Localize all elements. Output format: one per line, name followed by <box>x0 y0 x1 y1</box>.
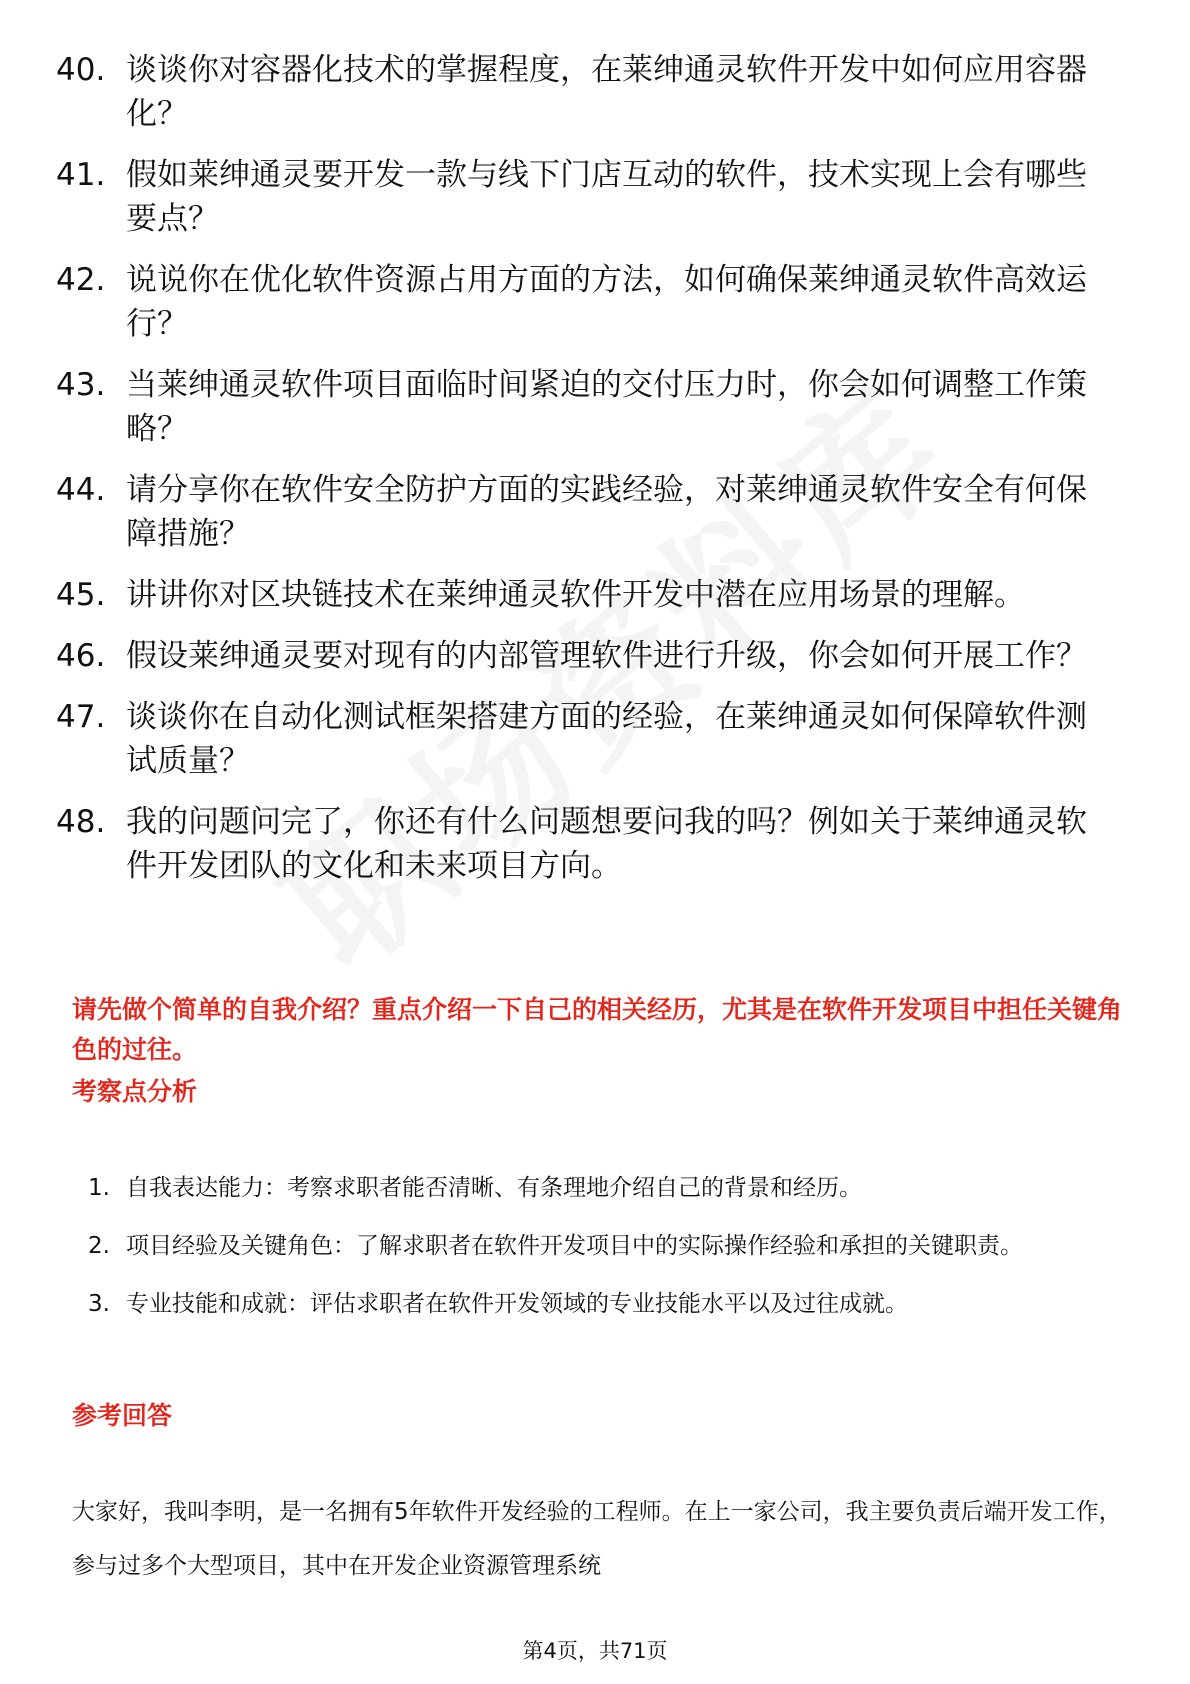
question-text: 假设莱绅通灵要对现有的内部管理软件进行升级，你会如何开展工作？ <box>126 638 1087 674</box>
question-number: 45. <box>56 577 106 613</box>
point-text: 项目经验及关键角色：了解求职者在软件开发项目中的实际操作经验和承担的关键职责。 <box>126 1233 1023 1259</box>
question-item <box>56 634 1116 678</box>
question-number: 44. <box>56 472 106 508</box>
question-number: 42. <box>56 262 106 298</box>
page-footer: 第4页，共71页 <box>522 1639 668 1663</box>
question-text: 假如莱绅通灵要开发一款与线下门店互动的软件，技术实现上会有哪些要点？ <box>126 157 1087 237</box>
question-list <box>56 48 1116 905</box>
question-item <box>56 363 1116 451</box>
point-text: 自我表达能力：考察求职者能否清晰、有条理地介绍自己的背景和经历。 <box>126 1175 862 1201</box>
analysis-point <box>88 1162 1128 1214</box>
point-text: 专业技能和成就：评估求职者在软件开发领域的专业技能水平以及过往成就。 <box>126 1291 908 1317</box>
reference-title: 参考回答 <box>72 1401 173 1430</box>
question-text: 请分享你在软件安全防护方面的实践经验，对莱绅通灵软件安全有何保障措施？ <box>126 472 1087 552</box>
question-number: 43. <box>56 367 106 403</box>
point-number: 2. <box>88 1233 110 1259</box>
question-text: 讲讲你对区块链技术在莱绅通灵软件开发中潜在应用场景的理解。 <box>126 577 1025 613</box>
question-text: 我的问题问完了，你还有什么问题想要问我的吗？例如关于莱绅通灵软件开发团队的文化和未来项目方向。 <box>126 804 1087 884</box>
question-number: 41. <box>56 157 106 193</box>
point-number: 1. <box>88 1175 110 1201</box>
question-item <box>56 48 1116 136</box>
question-item <box>56 800 1116 888</box>
analysis-point <box>88 1220 1128 1272</box>
question-item <box>56 153 1116 241</box>
question-text: 当莱绅通灵软件项目面临时间紧迫的交付压力时，你会如何调整工作策略？ <box>126 367 1087 447</box>
question-number: 48. <box>56 804 106 840</box>
point-number: 3. <box>88 1291 110 1317</box>
question-text: 说说你在优化软件资源占用方面的方法，如何确保莱绅通灵软件高效运行？ <box>126 262 1087 342</box>
question-item <box>56 258 1116 346</box>
highlight-question: 请先做个简单的自我介绍？重点介绍一下自己的相关经历，尤其是在软件开发项目中担任关键角色的过往。 <box>72 995 1123 1064</box>
question-text: 谈谈你对容器化技术的掌握程度，在莱绅通灵软件开发中如何应用容器化？ <box>126 52 1087 132</box>
question-item <box>56 573 1116 617</box>
question-item <box>56 695 1116 783</box>
analysis-points <box>88 1162 1128 1336</box>
question-number: 46. <box>56 638 106 674</box>
question-item <box>56 468 1116 556</box>
analysis-point <box>88 1278 1128 1330</box>
question-number: 47. <box>56 699 106 735</box>
reference-answer: 大家好，我叫李明，是一名拥有5年软件开发经验的工程师。在上一家公司，我主要负责后端开发工作，参与过多个大型项目，其中在开发企业资源管理系统 <box>72 1499 1122 1579</box>
analysis-title: 考察点分析 <box>72 1077 198 1106</box>
question-text: 谈谈你在自动化测试框架搭建方面的经验，在莱绅通灵如何保障软件测试质量？ <box>126 699 1087 779</box>
question-number: 40. <box>56 52 106 88</box>
